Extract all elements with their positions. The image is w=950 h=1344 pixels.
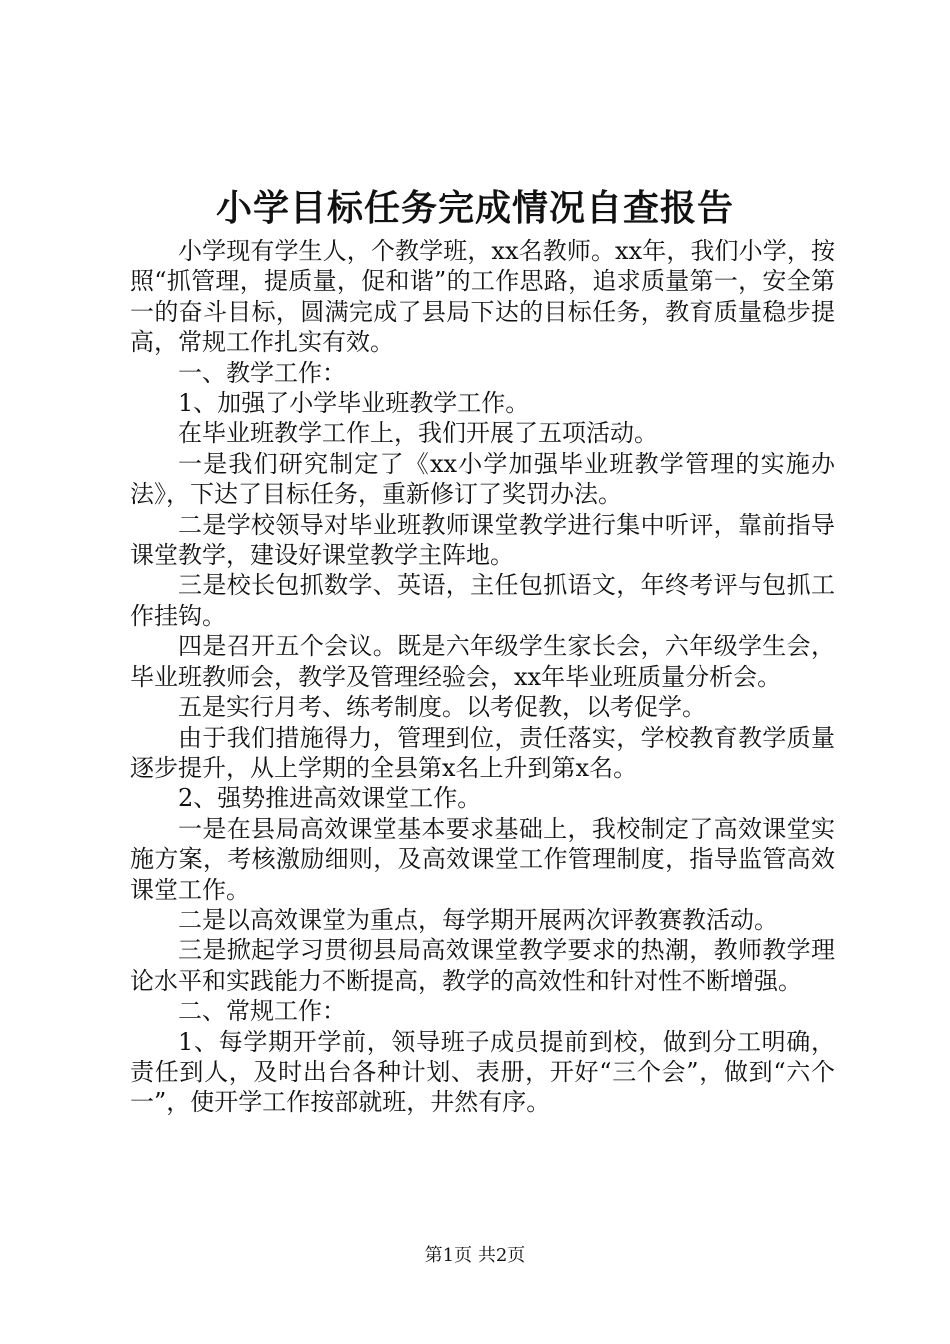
document-body [130,236,835,1118]
paragraph: 三是校长包抓数学、英语，主任包抓语文，年终考评与包抓工作挂钩。 [130,571,835,630]
subheading-graduating-class: 1、加强了小学毕业班教学工作。 [178,389,530,418]
paragraph: 在毕业班教学工作上，我们开展了五项活动。 [178,419,658,448]
page-footer: 第1页 共2页 [424,1245,526,1266]
paragraph: 1、每学期开学前，领导班子成员提前到校，做到分工明确，责任到人，及时出台各种计划、表册，开好“三个会”，做到“六个一”，使开学工作按部就班，井然有序。 [130,1027,835,1117]
paragraph: 二是学校领导对毕业班教师课堂教学进行集中听评，靠前指导课堂教学，建设好课堂教学主阵地。 [130,510,835,570]
paragraph-intro: 小学现有学生人，个教学班，xx名教师。xx年，我们小学，按照“抓管理，提质量，促和谐”的工作思路，追求质量第一，安全第一的奋斗目标，圆满完成了县局下达的目标任务，教育质量稳步提高，常规工作扎实有效。 [130,237,835,357]
paragraph: 一是我们研究制定了《xx小学加强毕业班教学管理的实施办法》，下达了目标任务，重新修订了奖罚办法。 [130,449,835,509]
subheading-efficient-classroom: 2、强势推进高效课堂工作。 [178,784,482,813]
heading-teaching-work: 一、教学工作： [178,358,346,387]
paragraph: 二是以高效课堂为重点，每学期开展两次评教赛教活动。 [178,905,778,934]
paragraph: 由于我们措施得力，管理到位，责任落实，学校教育教学质量逐步提升，从上学期的全县第x名上升到第x名。 [130,723,835,782]
heading-routine-work: 二、常规工作： [178,997,346,1026]
paragraph: 四是召开五个会议。既是六年级学生家长会，六年级学生会，毕业班教师会，教学及管理经验会，xx年毕业班质量分析会。 [130,632,835,691]
paragraph: 一是在县局高效课堂基本要求基础上，我校制定了高效课堂实施方案，考核激励细则，及高效课堂工作管理制度，指导监管高效课堂工作。 [130,814,835,904]
paragraph: 三是掀起学习贯彻县局高效课堂教学要求的热潮，教师教学理论水平和实践能力不断提高，教学的高效性和针对性不断增强。 [130,936,835,995]
paragraph: 五是实行月考、练考制度。以考促教，以考促学。 [178,693,706,722]
document-title: 小学目标任务完成情况自查报告 [215,187,734,229]
